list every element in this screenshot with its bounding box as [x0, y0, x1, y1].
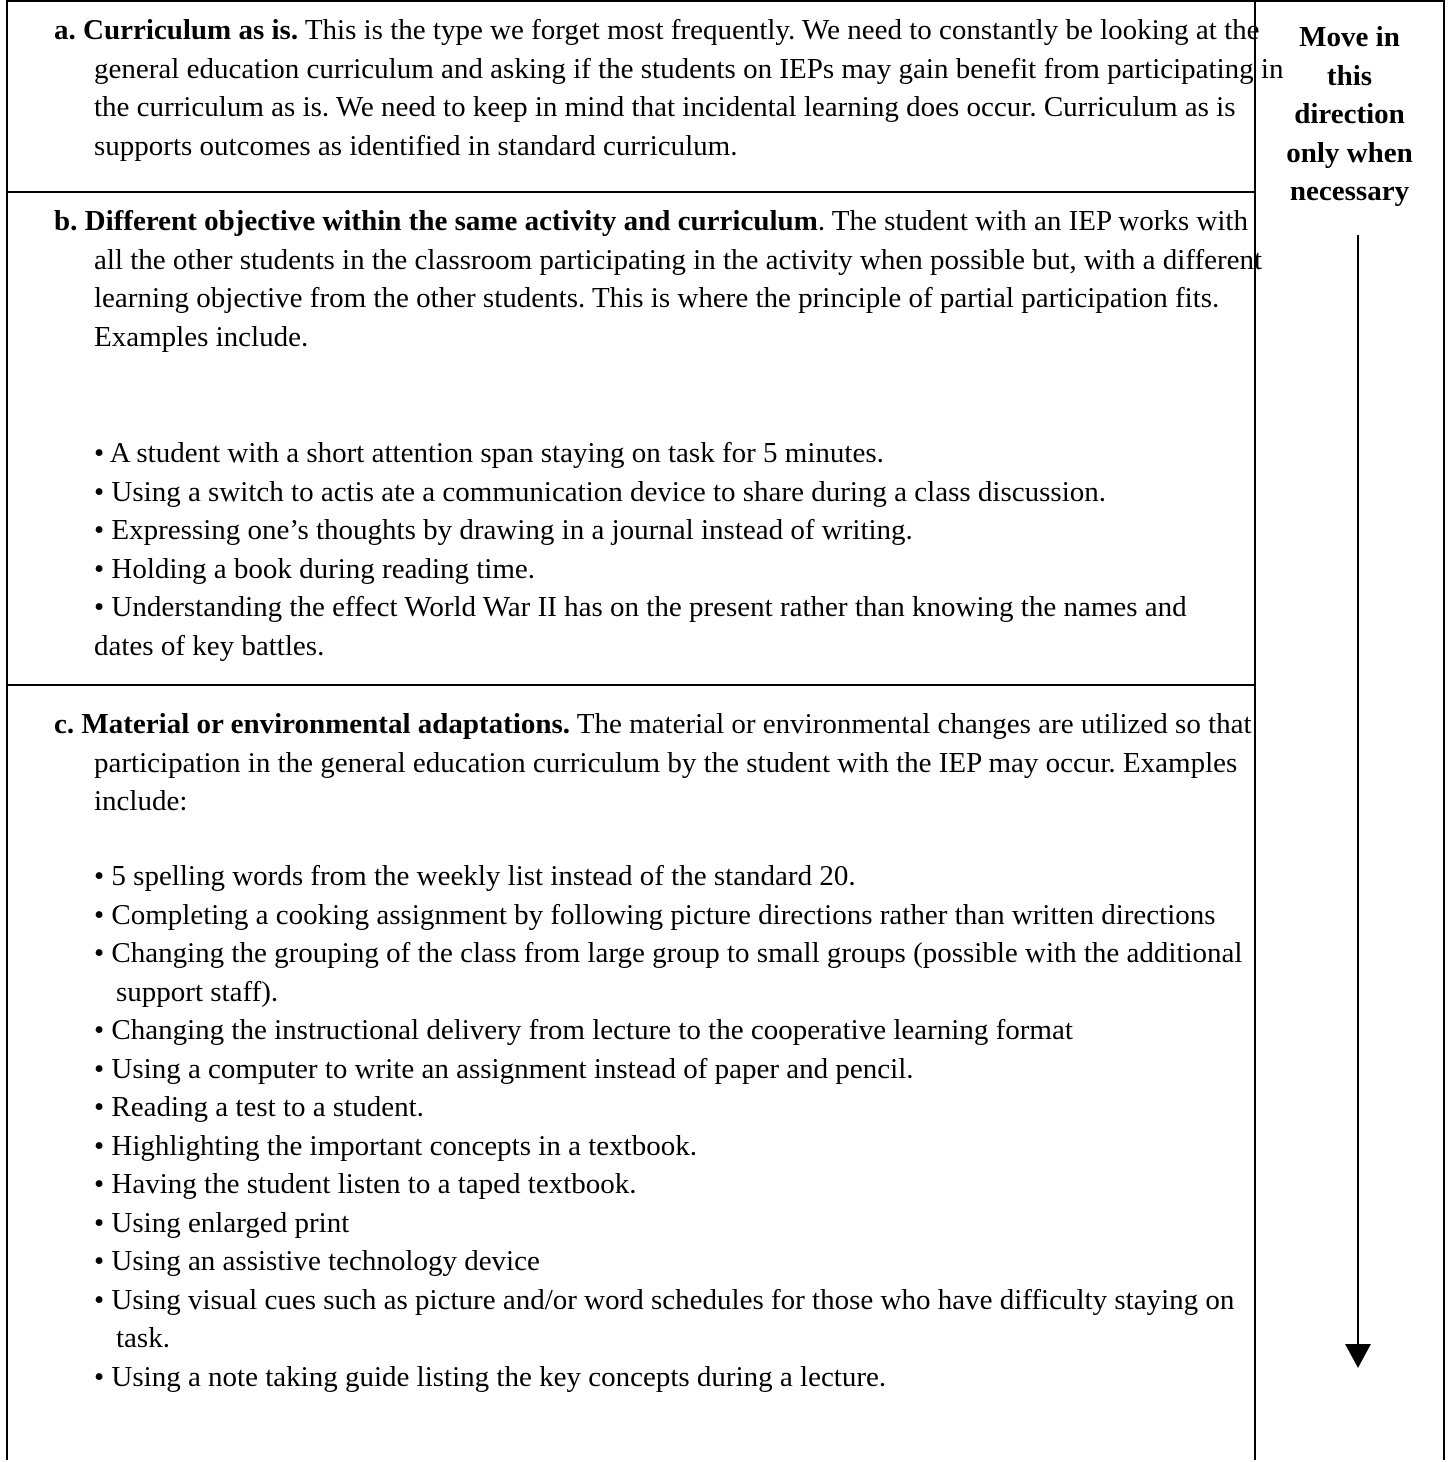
list-item: • Expressing one’s thoughts by drawing in a journal instead of writing. [94, 514, 913, 546]
list-item: • Using a switch to actis ate a communication device to share during a class discussion. [94, 475, 1107, 508]
direction-column [1256, 2, 1443, 1460]
curriculum-adaptation-table [6, 0, 1445, 1460]
list-item: • Changing the instructional delivery from lecture to the cooperative learning format [94, 1014, 1073, 1046]
list-item: • Highlighting the important concepts in a textbook. [94, 1129, 697, 1162]
section-a-row [8, 2, 1284, 193]
list-item: • 5 spelling words from the weekly list instead of the standard 20. [94, 860, 856, 892]
section-b-row [8, 193, 1263, 686]
section-b-heading: b. Different objective within the same activity and curriculum [54, 205, 818, 237]
list-item: • Having the student listen to a taped textbook. [94, 1168, 637, 1200]
list-item: • Using a note taking guide listing the key concepts during a lecture. [94, 1360, 887, 1393]
section-c-paragraph [54, 705, 1284, 821]
section-c-heading: c. Material or environmental adaptations. [54, 708, 571, 740]
adaptation-types-column [8, 2, 1284, 1460]
list-item: • Using an assistive technology device [94, 1245, 540, 1277]
list-item: • Reading a test to a student. [94, 1091, 424, 1123]
section-c-body: The material or environmental changes are utilized so that participation in the general education curriculum by the student with the IEP may occur. Examples include: [94, 708, 1252, 817]
list-item: • Changing the grouping of the class from large group to small groups (possible with the additional support staff). [94, 937, 1243, 1008]
list-item: • Using visual cues such as picture and/or word schedules for those who have difficulty staying on task. [94, 1283, 1235, 1354]
section-c-row [8, 686, 1254, 1462]
list-item: • Using enlarged print [94, 1206, 350, 1239]
list-item: • A student with a short attention span staying on task for 5 minutes. [94, 437, 884, 469]
list-item: • Holding a book during reading time. [94, 552, 536, 585]
section-a-paragraph [54, 11, 1284, 165]
down-arrow-icon [1256, 2, 1443, 1462]
list-item: • Understanding the effect World War II has on the present rather than knowing the names and dates of key battles. [94, 591, 1187, 662]
section-b-paragraph [54, 202, 1284, 356]
section-a-body: This is the type we forget most frequently. We need to constantly be looking at the general education curriculum and asking if the students on IEPs may gain benefit from participating in the curriculum as is. We need to keep in mind that incidental learning does occur. Curriculum as is supports outcomes as identified in standard curriculum. [94, 14, 1284, 162]
section-c-examples-list [94, 857, 1244, 1396]
section-b-examples-list [94, 434, 1244, 665]
section-b-body: . The student with an IEP works with all the other students in the classroom participating in the activity when possible but, with a different learning objective from the other students. This is where the principle of partial participation fits. Examples include. [94, 205, 1263, 353]
list-item: • Using a computer to write an assignment instead of paper and pencil. [94, 1052, 914, 1085]
direction-label-text: Move in this direction only when necessary [1286, 21, 1413, 207]
list-item: • Completing a cooking assignment by following picture directions rather than written directions [94, 898, 1216, 931]
section-a-heading: a. Curriculum as is. [54, 14, 299, 46]
